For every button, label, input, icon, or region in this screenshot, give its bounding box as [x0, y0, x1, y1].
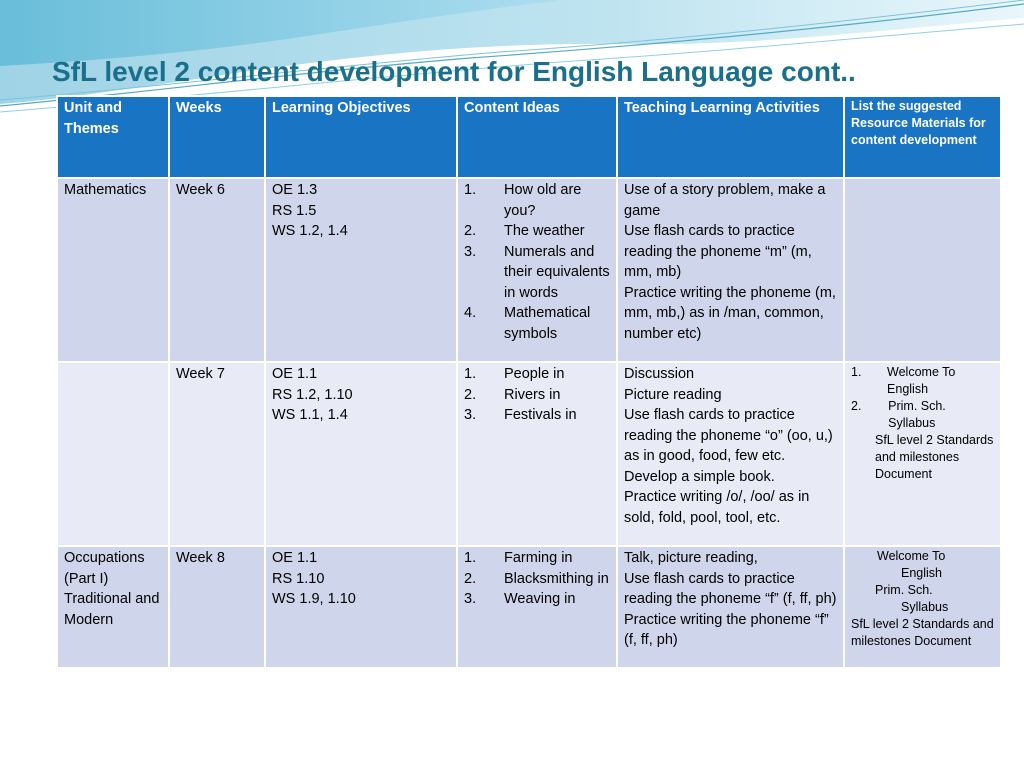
objective-line: WS 1.1, 1.4: [272, 407, 348, 423]
resource-line: Syllabus: [901, 600, 949, 614]
page-title: SfL level 2 content development for English Language cont..: [52, 56, 856, 87]
activity-line: Picture reading: [624, 386, 722, 403]
resource-line: Prim. Sch.: [875, 583, 933, 597]
list-item: 3. Numerals and their equivalents in words: [464, 243, 610, 301]
cell-resources: [844, 546, 1001, 668]
cell-unit: Occupations (Part I) Traditional and Modern: [57, 546, 169, 668]
list-item: 1. Farming in: [464, 550, 573, 566]
table-row: [57, 546, 1001, 668]
cell-content-ideas: [457, 178, 617, 362]
cell-content-ideas: [457, 546, 617, 668]
table-header-row: [57, 96, 1001, 178]
objective-line: RS 1.10: [272, 570, 325, 587]
activity-line: Use flash cards to practice reading the phoneme “o” (oo, u,) as in good, food, few etc.: [624, 407, 833, 464]
list-item: 4. Mathematical symbols: [464, 305, 591, 342]
cell-activities: [617, 362, 844, 546]
cell-unit: Mathematics: [57, 178, 169, 362]
objective-line: WS 1.2, 1.4: [272, 223, 348, 239]
cell-activities: [617, 178, 844, 362]
cell-activities: [617, 546, 844, 668]
list-item: 2. Blacksmithing in: [464, 570, 609, 587]
resource-item: 2. Prim. Sch. Syllabus: [851, 399, 946, 430]
cell-resources: [844, 178, 1001, 362]
cell-week: Week 6: [169, 178, 265, 362]
activity-line: Practice writing the phoneme (m, mm, mb,) as in /man, common, number etc): [624, 284, 836, 342]
cell-objectives: [265, 546, 457, 668]
activity-line: Use flash cards to practice reading the phoneme “f” (f, ff, ph): [624, 570, 837, 607]
objective-line: WS 1.9, 1.10: [272, 591, 356, 607]
resource-line: English: [901, 566, 942, 580]
cell-objectives: [265, 362, 457, 546]
resource-line: Welcome To: [877, 549, 946, 563]
cell-resources: [844, 362, 1001, 546]
objective-line: OE 1.3: [272, 182, 318, 198]
list-item: 1. How old are you?: [464, 182, 582, 219]
activity-line: Talk, picture reading,: [624, 550, 758, 566]
header-learning-objectives: Learning Objectives: [265, 96, 457, 178]
activity-line: Discussion: [624, 366, 695, 382]
activity-line: Develop a simple book.: [624, 468, 775, 485]
list-item: 3. Festivals in: [464, 407, 577, 423]
resource-item: 1. Welcome To English: [851, 365, 956, 396]
activity-line: Practice writing /o/, /oo/ as in sold, fold, pool, tool, etc.: [624, 489, 810, 526]
content-development-table: [56, 95, 1002, 669]
list-item: 1. People in: [464, 366, 565, 382]
resource-item: SfL level 2 Standards and milestones Document: [875, 433, 994, 481]
resource-line: SfL level 2 Standards and milestones Document: [851, 617, 994, 648]
cell-objectives: [265, 178, 457, 362]
header-weeks: Weeks: [169, 96, 265, 178]
list-item: 3. Weaving in: [464, 591, 576, 607]
cell-week: Week 7: [169, 362, 265, 546]
objective-line: RS 1.5: [272, 202, 317, 219]
activity-line: Use flash cards to practice reading the phoneme “m” (m, mm, mb): [624, 223, 812, 280]
header-content-ideas: Content Ideas: [457, 96, 617, 178]
objective-line: RS 1.2, 1.10: [272, 386, 353, 403]
list-item: 2. The weather: [464, 223, 585, 239]
table-row: [57, 178, 1001, 362]
list-item: 2. Rivers in: [464, 386, 561, 403]
objective-line: OE 1.1: [272, 550, 318, 566]
table-row: [57, 362, 1001, 546]
header-unit-themes: Unit and Themes: [57, 96, 169, 178]
header-resource-materials: List the suggested Resource Materials for content development: [844, 96, 1001, 178]
objective-line: OE 1.1: [272, 366, 318, 382]
activity-line: Practice writing the phoneme “f” (f, ff, ph): [624, 611, 829, 648]
header-teaching-activities: Teaching Learning Activities: [617, 96, 844, 178]
cell-week: Week 8: [169, 546, 265, 668]
cell-content-ideas: [457, 362, 617, 546]
activity-line: Use of a story problem, make a game: [624, 182, 826, 219]
cell-unit: [57, 362, 169, 546]
